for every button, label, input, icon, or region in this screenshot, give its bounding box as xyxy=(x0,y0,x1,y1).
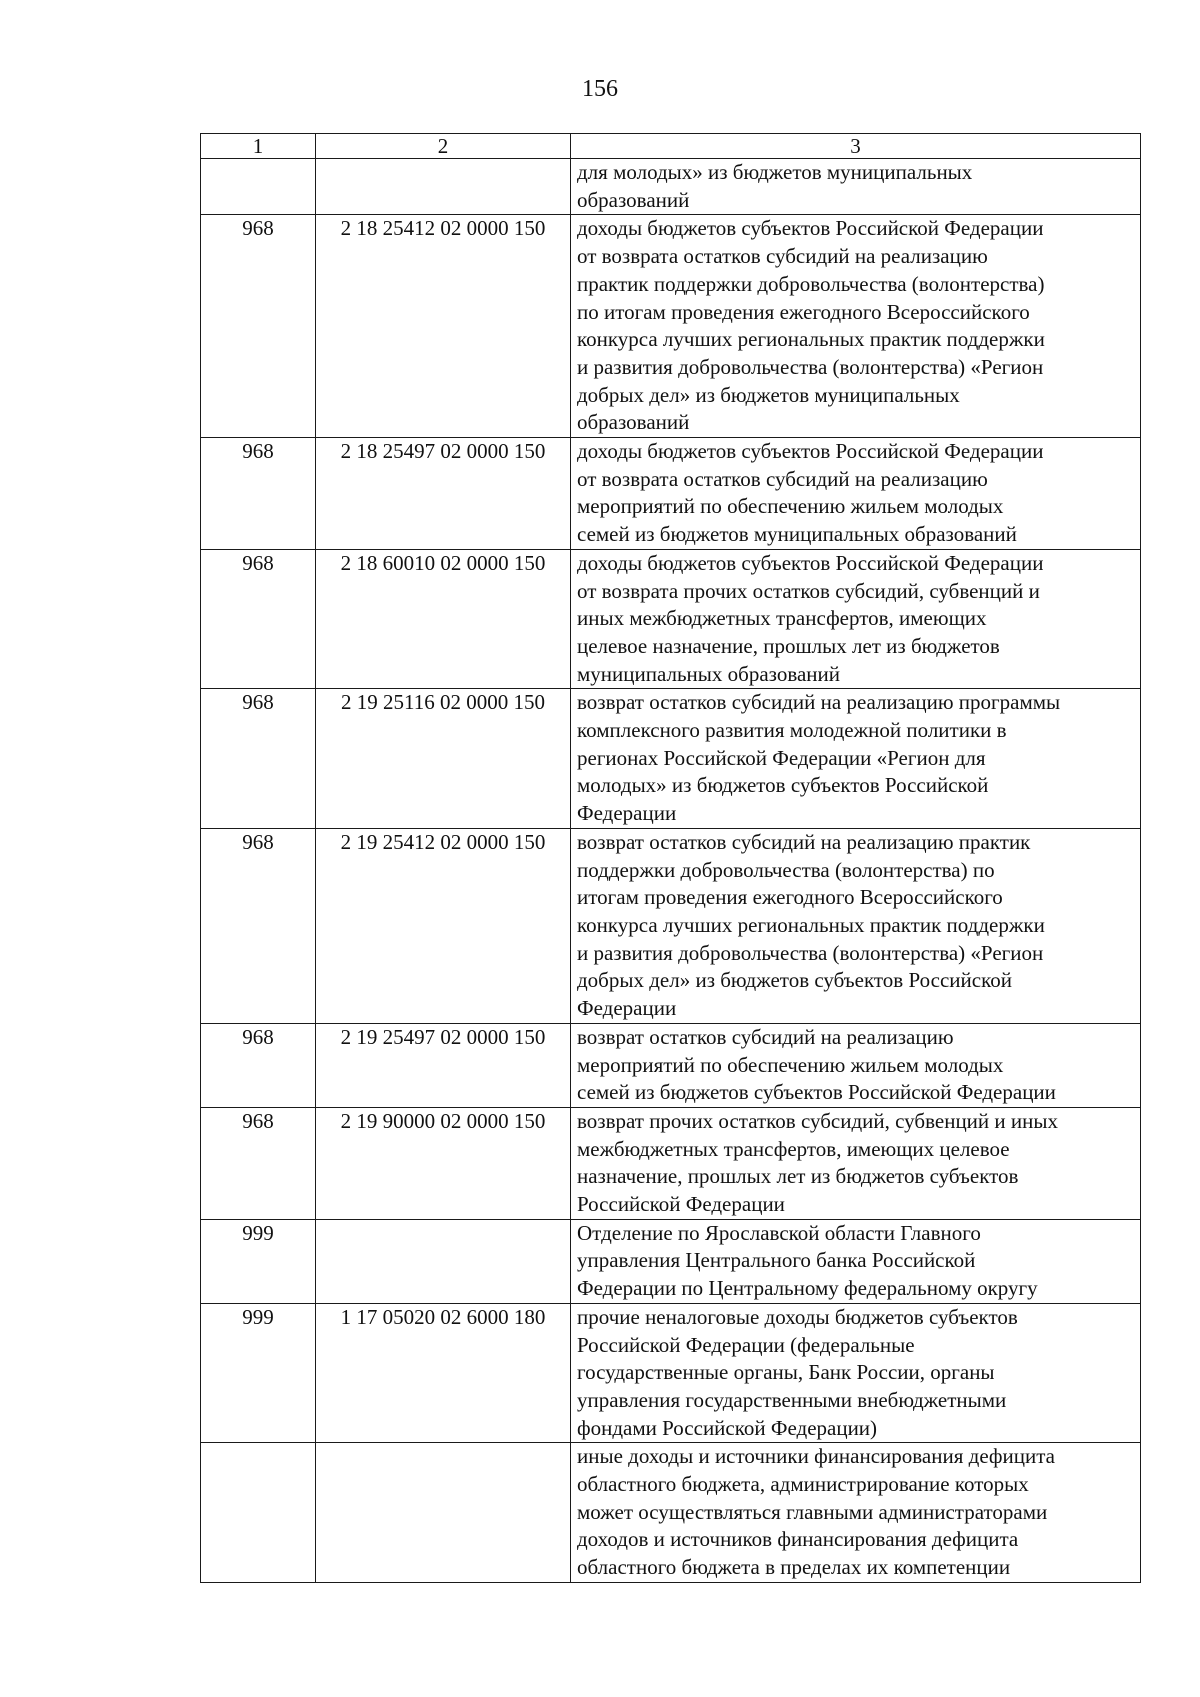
table-row xyxy=(201,1303,1141,1443)
description-line: Федерации xyxy=(577,801,677,826)
revenue-code-cell: 2 19 25116 02 0000 150 xyxy=(316,689,571,829)
description-line: по итогам проведения ежегодного Всероссийского xyxy=(577,299,1030,324)
description-line: Отделение по Ярославской области Главного xyxy=(577,1220,981,1245)
description-line: Федерации xyxy=(577,996,677,1021)
description-line: конкурса лучших региональных практик поддержки xyxy=(577,327,1045,352)
description-line: может осуществляться главными администраторами xyxy=(577,1499,1048,1524)
description-cell xyxy=(571,159,1141,215)
column-header-2: 2 xyxy=(316,134,571,159)
table-row xyxy=(201,828,1141,1023)
description-line: иных межбюджетных трансфертов, имеющих xyxy=(577,606,987,631)
description-line: государственные органы, Банк России, органы xyxy=(577,1360,995,1385)
description-line: иные доходы и источники финансирования дефицита xyxy=(577,1444,1055,1469)
description-line: поддержки добровольчества (волонтерства) по xyxy=(577,857,995,882)
revenue-code-cell: 2 18 25412 02 0000 150 xyxy=(316,215,571,438)
description-line: от возврата остатков субсидий на реализацию xyxy=(577,466,988,491)
revenue-code-cell: 2 18 25497 02 0000 150 xyxy=(316,438,571,550)
administrator-code-cell: 968 xyxy=(201,828,316,1023)
description-line: управления Центрального банка Российской xyxy=(577,1248,976,1273)
description-line: назначение, прошлых лет из бюджетов субъектов xyxy=(577,1164,1019,1189)
table-body xyxy=(201,159,1141,1583)
description-line: образований xyxy=(577,187,690,212)
column-header-1: 1 xyxy=(201,134,316,159)
description-line: итогам проведения ежегодного Всероссийского xyxy=(577,885,1003,910)
description-line: доходы бюджетов субъектов Российской Федерации xyxy=(577,550,1044,575)
column-header-3: 3 xyxy=(571,134,1141,159)
description-line: добрых дел» из бюджетов субъектов Российской xyxy=(577,968,1012,993)
description-cell xyxy=(571,1107,1141,1219)
description-line: целевое назначение, прошлых лет из бюджетов xyxy=(577,633,1000,658)
description-line: комплексного развития молодежной политики в xyxy=(577,718,1007,743)
description-cell xyxy=(571,1303,1141,1443)
table-row xyxy=(201,1023,1141,1107)
description-line: от возврата остатков субсидий на реализацию xyxy=(577,244,988,269)
description-line: для молодых» из бюджетов муниципальных xyxy=(577,160,973,184)
description-line: Российской Федерации (федеральные xyxy=(577,1332,915,1357)
description-line: фондами Российской Федерации) xyxy=(577,1415,878,1440)
description-line: Российской Федерации xyxy=(577,1192,785,1217)
revenue-codes-table xyxy=(200,133,1141,1583)
revenue-code-cell: 2 18 60010 02 0000 150 xyxy=(316,549,571,689)
table-row xyxy=(201,1107,1141,1219)
description-line: семей из бюджетов муниципальных образований xyxy=(577,522,1017,547)
description-line: добрых дел» из бюджетов муниципальных xyxy=(577,382,960,407)
revenue-code-cell xyxy=(316,1219,571,1303)
description-line: доходов и источников финансирования дефицита xyxy=(577,1527,1019,1552)
table-header-row xyxy=(201,134,1141,159)
description-cell xyxy=(571,1219,1141,1303)
administrator-code-cell: 999 xyxy=(201,1303,316,1443)
description-cell xyxy=(571,689,1141,829)
description-line: конкурса лучших региональных практик поддержки xyxy=(577,912,1045,937)
table-row xyxy=(201,215,1141,438)
revenue-code-cell: 2 19 25497 02 0000 150 xyxy=(316,1023,571,1107)
description-line: Федерации по Центральному федеральному округу xyxy=(577,1276,1038,1301)
administrator-code-cell xyxy=(201,1443,316,1583)
description-cell xyxy=(571,549,1141,689)
page-number: 156 xyxy=(582,76,618,102)
table-row xyxy=(201,549,1141,689)
description-line: возврат остатков субсидий на реализацию xyxy=(577,1024,954,1049)
administrator-code-cell: 968 xyxy=(201,1107,316,1219)
table-row xyxy=(201,438,1141,550)
description-line: межбюджетных трансфертов, имеющих целевое xyxy=(577,1136,1010,1161)
description-line: возврат прочих остатков субсидий, субвенций и иных xyxy=(577,1108,1058,1133)
description-line: областного бюджета в пределах их компетенции xyxy=(577,1555,1011,1580)
administrator-code-cell: 968 xyxy=(201,438,316,550)
administrator-code-cell: 968 xyxy=(201,689,316,829)
administrator-code-cell: 999 xyxy=(201,1219,316,1303)
table-row xyxy=(201,689,1141,829)
description-line: областного бюджета, администрирование которых xyxy=(577,1472,1029,1497)
description-line: образований xyxy=(577,410,690,435)
table-row xyxy=(201,1443,1141,1583)
description-line: управления государственными внебюджетными xyxy=(577,1387,1007,1412)
administrator-code-cell: 968 xyxy=(201,1023,316,1107)
description-line: молодых» из бюджетов субъектов Российской xyxy=(577,773,989,798)
administrator-code-cell xyxy=(201,159,316,215)
description-line: возврат остатков субсидий на реализацию программы xyxy=(577,690,1061,715)
description-cell xyxy=(571,438,1141,550)
description-line: регионах Российской Федерации «Регион для xyxy=(577,745,986,770)
revenue-code-cell: 2 19 25412 02 0000 150 xyxy=(316,828,571,1023)
administrator-code-cell: 968 xyxy=(201,549,316,689)
table-row xyxy=(201,1219,1141,1303)
description-line: прочие неналоговые доходы бюджетов субъектов xyxy=(577,1304,1018,1329)
revenue-code-cell: 2 19 90000 02 0000 150 xyxy=(316,1107,571,1219)
description-line: мероприятий по обеспечению жильем молодых xyxy=(577,1052,1004,1077)
description-cell xyxy=(571,215,1141,438)
description-line: семей из бюджетов субъектов Российской Федерации xyxy=(577,1080,1056,1105)
revenue-code-cell xyxy=(316,1443,571,1583)
description-line: возврат остатков субсидий на реализацию практик xyxy=(577,829,1031,854)
description-cell xyxy=(571,1023,1141,1107)
description-line: от возврата прочих остатков субсидий, субвенций и xyxy=(577,578,1040,603)
description-line: практик поддержки добровольчества (волонтерства) xyxy=(577,271,1045,296)
revenue-code-cell: 1 17 05020 02 6000 180 xyxy=(316,1303,571,1443)
description-line: доходы бюджетов субъектов Российской Федерации xyxy=(577,216,1044,241)
description-cell xyxy=(571,828,1141,1023)
description-cell xyxy=(571,1443,1141,1583)
description-line: муниципальных образований xyxy=(577,661,840,686)
description-line: мероприятий по обеспечению жильем молодых xyxy=(577,494,1004,519)
table-row xyxy=(201,159,1141,215)
description-line: и развития добровольчества (волонтерства) «Регион xyxy=(577,354,1044,379)
revenue-code-cell xyxy=(316,159,571,215)
description-line: и развития добровольчества (волонтерства) «Регион xyxy=(577,940,1044,965)
administrator-code-cell: 968 xyxy=(201,215,316,438)
description-line: доходы бюджетов субъектов Российской Федерации xyxy=(577,439,1044,464)
